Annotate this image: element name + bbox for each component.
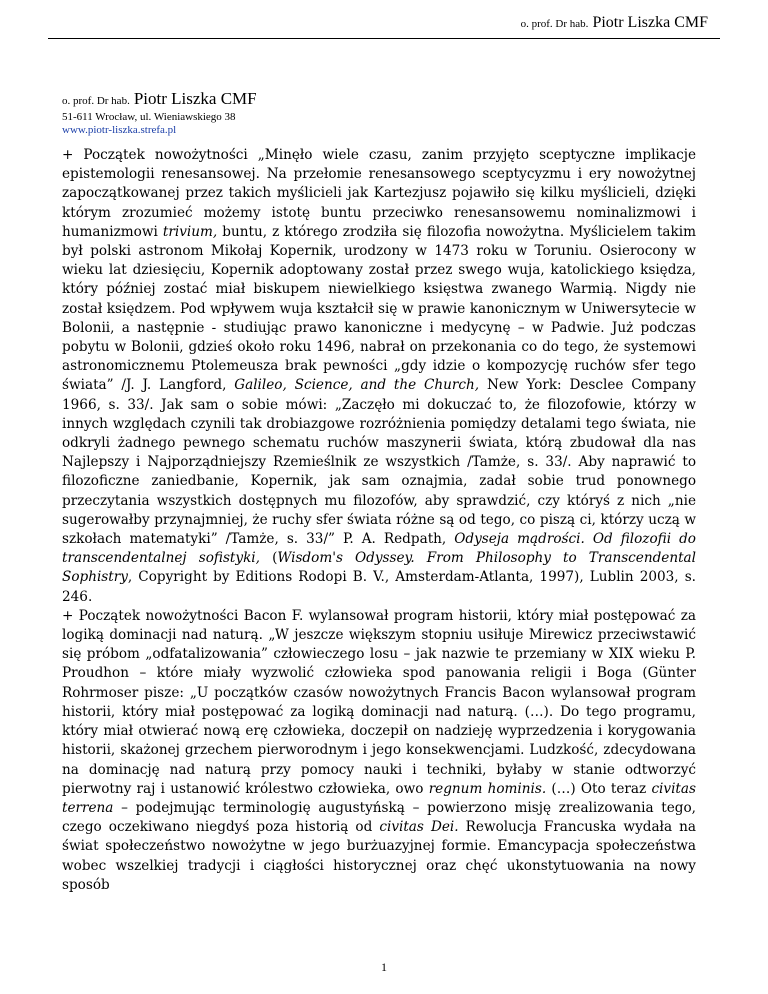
header-title-prefix: o. prof. Dr hab. (520, 18, 589, 30)
text-run: , Copyright by Editions Rodopi B. V., Amsterdam-Atlanta, 1997), Lublin 2003, s. 246. (62, 569, 696, 605)
text-run: (…) Oto teraz (546, 780, 652, 797)
body-text (62, 146, 696, 895)
author-address: 51-611 Wrocław, ul. Wieniawskiego 38 (62, 111, 236, 123)
text-run: New York: Desclee Company 1966, s. 33/. Jak sam o sobie mówi: „Zaczęło mi dokuczać to, że filozofowie, którzy w innych względach czynili tak drobiazgowe rozróżnienia pomiędzy detalami tego świata, nie odkryli żadnego pewnego schematu ruchów maszynerii świata, którą zbudował dla nas Najlepszy i Najporządniejszy Rzemieślnik ze wszystkich /Tamże, s. 33/. Aby naprawić to filozoficzne zaniedbanie, Kopernik, jak sam oznajmia, zadał sobie trud ponownego przeczytania wszystkich dostępnych mu filozofów, aby sprawdzić, czy któryś z nich „nie sugerowałby przynajmniej, że ruchy sfer świata różne są od tego, co piszą ci, którzy uczą w szkołach matematyki” /Tamże, s. 33/” P. A. Redpath, (62, 377, 696, 548)
author-website-link[interactable]: www.piotr-liszka.strefa.pl (62, 124, 177, 136)
running-header (521, 14, 708, 32)
text-run: Rewolucja Francuska wydała na świat społeczeństwo nowożytne w jego burżuazyjnej formie. Emancypacja społeczeństwa wobec wszelkiej tradycji i ciągłości historycznej oraz chęć ukonstytuowania na nowy sposób (62, 819, 697, 893)
text-run: ( (259, 550, 278, 567)
text-run: buntu, z którego zrodziła się filozofia nowożytna. Myślicielem takim był polski astronom Mikołaj Kopernik, urodzony w 1473 roku w Toruniu. Osierocony w wieku lat dziesięciu, Kopernik adoptowany został przez swego wuja, katolickiego księdza, który później zostać miał biskupem niewielkiego księstwa zwanego Warmią. Nigdy nie został księdzem. Pod wpływem wuja kształcił się w prawie kanonicznym w Uniwersytecie w Bolonii, a następnie - studiując prawo kanoniczne i medycynę – w Padwie. Już podczas pobytu w Bolonii, gdzieś około roku 1496, nabrał on przekonania co do tego, że systemowi astronomicznemu Ptolemeusza brak pewności „gdy idzie o kompozycję ruchów sfer tego świata” /J. J. Langford, (62, 223, 696, 394)
author-block (62, 89, 257, 136)
header-author-name: Piotr Liszka CMF (592, 14, 708, 31)
text-run: + Początek nowożytności Bacon F. wylansował program historii, który miał postępować za logiką dominacji nad naturą. „W jeszcze większym stopniu usiłuje Mirewicz przeciwstawić się próbom „odfatalizowania” człowieczego losu – jak nazwie te przemiany w XIX wieku P. Proudhon – które miały wyzwolić człowieka spod panowania religii i Boga (Günter Rohrmoser pisze: „U początków czasów nowożytnych Francis Bacon wylansował program historii, który miał postępować za logiką dominacji nad naturą. (…). Do tego programu, który miał otwierać nową erę człowieka, doczepił on nadzieję wyprzedzenia i korygowania historii, skażonej grzechem pierworodnym i jego konsekwencjami. Ludzkość, zdecydowana na dominację nad naturą przy pomocy nauki i techniki, byłaby w stanie odtworzyć pierwotny raj i ustanowić królestwo człowieka, owo (62, 607, 696, 797)
body-paragraph (62, 607, 696, 895)
italic-text: Odyseja mądrości. Od filozofii do transcendentalnej sofistyki, (62, 531, 696, 567)
author-name: Piotr Liszka CMF (133, 89, 257, 108)
body-paragraph (62, 146, 696, 607)
italic-text: regnum hominis. (428, 780, 547, 797)
text-run: – podejmując terminologię augustyńską – powierzono misję zrealizowania tego, czego oczekiwano niegdyś poza historią od (62, 799, 696, 836)
italic-text: Wisdom's Odyssey. From Philosophy to Transcendental Sophistry (62, 550, 697, 586)
author-title-prefix: o. prof. Dr hab. (62, 95, 130, 107)
italic-text: civitas Dei. (379, 819, 459, 836)
text-run: + Początek nowożytności „Minęło wiele czasu, zanim przyjęto sceptyczne implikacje epistemologii renesansowej. Na przełomie renesansowego sceptycyzmu i ery nowożytnej zapoczątkowanej przez takich myślicieli jak Kartezjusz pojawiło się kilku myślicieli, dzięki którym zrozumieć możemy istotę buntu przeciwko renesansowemu nominalizmowi i humanizmowi (62, 147, 696, 240)
italic-text: civitas terrena (62, 780, 696, 816)
page-number: 1 (381, 960, 387, 974)
italic-text: trivium, (162, 223, 218, 240)
header-rule (48, 38, 720, 39)
author-line (62, 89, 257, 109)
italic-text: Galileo, Science, and the Church, (234, 377, 480, 394)
